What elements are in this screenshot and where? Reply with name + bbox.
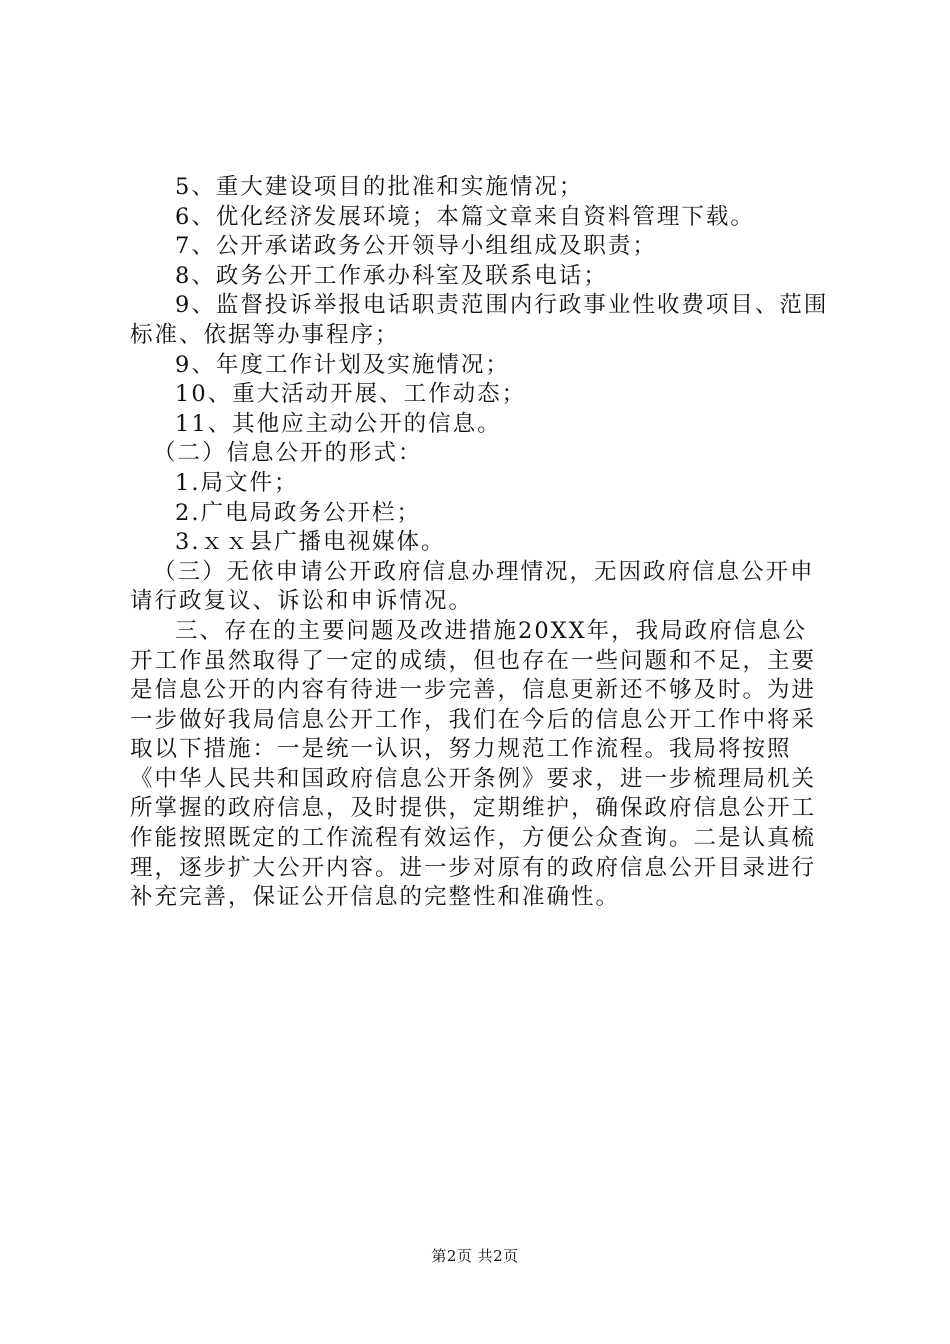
list-item-9b: 9、年度工作计划及实施情况；: [175, 351, 510, 378]
list-item-5: 5、重大建设项目的批准和实施情况；: [175, 174, 584, 200]
document-body: [130, 173, 830, 913]
form-item-3: 3.ｘｘ县广播电视媒体。: [175, 529, 446, 556]
page-number-footer: 第2页 共2页: [431, 1247, 519, 1265]
section-heading-forms: （二）信息公开的形式：: [153, 440, 423, 467]
list-item-11: 11、其他应主动公开的信息。: [175, 410, 502, 437]
form-item-1: 1.局文件；: [175, 469, 299, 496]
section-paragraph-requests: （三）无依申请公开政府信息办理情况，无因政府信息公开申请行政复议、诉讼和申诉情况。: [130, 558, 815, 615]
list-item-8: 8、政务公开工作承办科室及联系电话；: [175, 262, 608, 289]
form-item-2: 2.广电局政务公开栏；: [175, 499, 421, 526]
list-item-10: 10、重大活动开展、工作动态；: [175, 381, 527, 408]
section-paragraph-issues: 三、存在的主要问题及改进措施20XX年，我局政府信息公开工作虽然取得了一定的成绩，但也存在一些问题和不足，主要是信息公开的内容有待进一步完善，信息更新还不够及时。为进一步做好我局信息公开工作，我们在今后的信息公开工作中将采取以下措施：一是统一认识，努力规范工作流程。我局将按照《中华人民共和国政府信息公开条例》要求，进一步梳理局机关所掌握的政府信息，及时提供，定期维护，确保政府信息公开工作能按照既定的工作流程有效运作，方便公众查询。二是认真梳理，逐步扩大公开内容。进一步对原有的政府信息公开目录进行补充完善，保证公开信息的完整性和准确性。: [130, 617, 817, 911]
list-item-6: 6、优化经济发展环境；本篇文章来自资料管理下载。: [175, 203, 755, 230]
list-item-7: 7、公开承诺政务公开领导小组组成及职责；: [175, 233, 657, 260]
list-item-9a: 9、监督投诉举报电话职责范围内行政事业性收费项目、范围标准、依据等办事程序；: [130, 292, 829, 348]
